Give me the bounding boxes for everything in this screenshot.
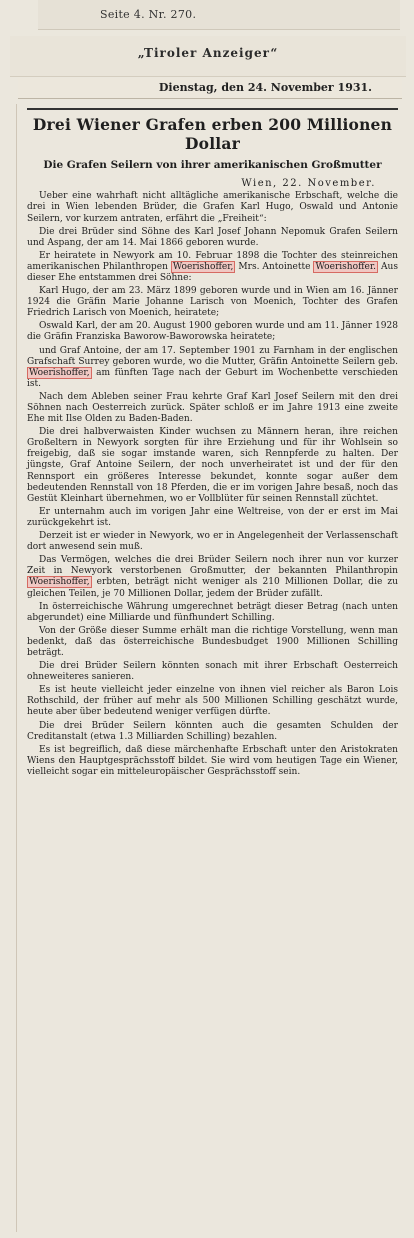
paragraph: Die drei Brüder sind Söhne des Karl Josef Johann Nepomuk Grafen Seilern und Aspang, der am 14. Mai 1866 geboren wurde. [27, 226, 398, 248]
paragraph: Er unternahm auch im vorigen Jahr eine Weltreise, von der er erst im Mai zurückgekehrt ist. [27, 506, 398, 528]
paragraph: Die drei Brüder Seilern könnten sonach mit ihrer Erbschaft Oesterreich ohneweiteres sanieren. [27, 661, 398, 683]
paragraph: Es ist heute vielleicht jeder einzelne von ihnen viel reicher als Baron Lois Rothschild, der früher auf mehr als 500 Millionen Schilling geschätzt wurde, heute aber über bedeutend weniger verfügen dürfte. [27, 685, 398, 718]
article-top-rule [27, 108, 398, 110]
paragraph: Ueber eine wahrhaft nicht alltägliche amerikanische Erbschaft, welche die drei in Wien lebenden Brüder, die Grafen Karl Hugo, Oswald und Antonie Seilern, vor kurzem antraten, erfährt die „Freiheit“: [27, 191, 398, 224]
paragraph [27, 346, 398, 390]
article-subheadline: Die Grafen Seilern von ihrer amerikanischen Großmutter [43, 159, 382, 172]
paragraph-text: Mrs. Antoinette [238, 261, 311, 272]
masthead [10, 36, 406, 77]
highlighted-name: Woerishoffer, [172, 261, 234, 272]
paragraph: Karl Hugo, der am 23. März 1899 geboren wurde und in Wien am 16. Jänner 1924 die Gräfin Marie Johanne Larisch von Moenich, Tochter des Grafen Friedrich Larisch von Moenich, heiratete; [27, 286, 398, 319]
paragraph-text: Aus dieser Ehe entstammen drei Söhne: [27, 261, 398, 283]
issue-date: Dienstag, den 24. November 1931. [158, 81, 372, 94]
paragraph-text: und Graf Antoine, der am 17. September 1901 zu Farnham in der englischen Grafschaft Surrey geboren wurde, wo die Mutter, Gräfin Antoinette Seilern geb. [27, 345, 398, 367]
paragraph-text: Das Vermögen, welches die drei Brüder Seilern noch ihrer nun vor kurzer Zeit in Newyork verstorbenen Großmutter, der bekannten Philanthropin [27, 555, 398, 577]
highlighted-name: Woerishoffer, [29, 577, 90, 588]
article-headline: Drei Wiener Grafen erben 200 Millionen Dollar [32, 115, 393, 153]
article [16, 104, 406, 1232]
paragraph: In österreichische Währung umgerechnet beträgt dieser Betrag (nach unten abgerundet) eine Milliarde und fünfhundert Schilling. [27, 601, 398, 623]
highlighted-name: Woerishoffer. [315, 261, 377, 272]
paragraph: Die drei halbverwaisten Kinder wuchsen zu Männern heran, ihre reichen Großeltern in Newyork sorgten für ihre Erziehung und für ihr Wohlsein so freigebig, daß sie sogar imstande waren, sich Rennpferde zu halten. Der jüngste, Graf Antoine Seilern, der noch unverheiratet ist und der für den Rennsport ein größeres Interesse bekundet, konnte sogar außer dem bedeutenden Rennstall von 18 Pferden, die er im vorigen Jahre besaß, noch das Gestüt Kleinhart übernehmen, wo er Vollblüter für seinen Rennstall züchtet. [27, 427, 398, 504]
article-dateline: Wien, 22. November. [241, 178, 376, 190]
paragraph: Es ist begreiflich, daß diese märchenhafte Erbschaft unter den Aristokraten Wiens den Hauptgesprächsstoff bildet. Sie wird vom heutigen Tage ein Wiener, vielleicht sogar ein mitteleuropäischer Gesprächsstoff sein. [27, 744, 398, 777]
paragraph: Oswald Karl, der am 20. August 1900 geboren wurde und am 11. Jänner 1928 die Gräfin Franziska Baworow-Baworowska heiratete; [27, 321, 398, 343]
paragraph-text: erbten, beträgt nicht weniger als 210 Millionen Dollar, die zu gleichen Teilen, je 70 Millionen Dollar, jedem der Brüder zufällt. [27, 577, 398, 599]
paragraph: Von der Größe dieser Summe erhält man die richtige Vorstellung, wenn man bedenkt, daß das österreichische Bundesbudget 1900 Millionen Schilling beträgt. [27, 625, 398, 658]
paragraph [27, 555, 398, 599]
paragraph: Nach dem Ableben seiner Frau kehrte Graf Karl Josef Seilern mit den drei Söhnen nach Oesterreich zurück. Später schloß er im Jahre 1913 eine zweite Ehe mit Ilse Olden zu Baden-Baden. [27, 391, 398, 425]
paragraph: Die drei Brüder Seilern könnten auch die gesamten Schulden der Creditanstalt (etwa 1.3 Milliarden Schilling) bezahlen. [27, 720, 398, 742]
date-band [18, 78, 402, 99]
newspaper-title: „Tiroler Anzeiger“ [137, 46, 279, 60]
paragraph: Derzeit ist er wieder in Newyork, wo er in Angelegenheit der Verlassenschaft dort anwesend sein muß. [27, 531, 398, 553]
highlighted-name: Woerishoffer, [29, 367, 90, 378]
paragraph [27, 251, 398, 284]
page-header-strip [38, 0, 400, 30]
paragraph-text: Er heiratete in Newyork am 10. Februar 1898 die Tochter des steinreichen amerikanischen Philanthropen [27, 250, 398, 272]
page-number: Seite 4. Nr. 270. [100, 8, 197, 21]
paragraph-text: am fünften Tage nach der Geburt im Wochenbette verschieden ist. [27, 367, 398, 389]
